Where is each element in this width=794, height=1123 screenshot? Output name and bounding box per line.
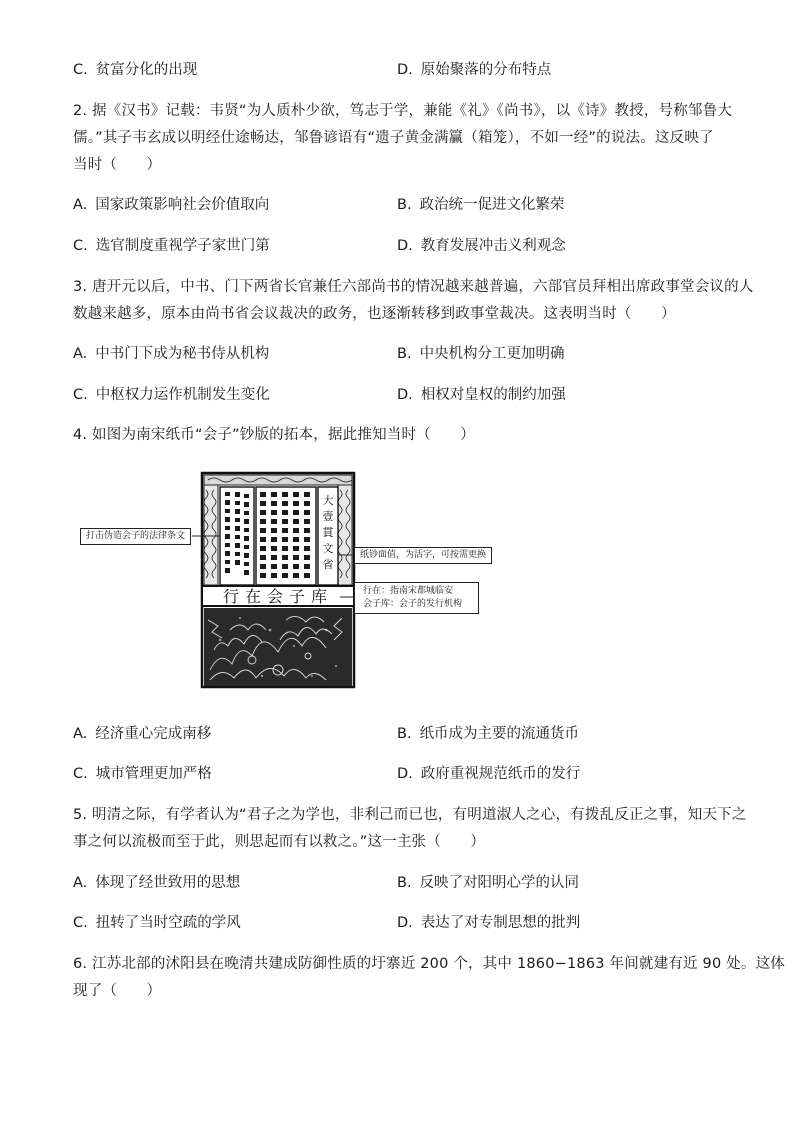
q4-option-b[interactable] xyxy=(397,724,579,744)
callout-issuer xyxy=(354,582,479,614)
option-text: 政府重视规范纸币的发行 xyxy=(420,766,581,782)
denomination-char-3: 貫 xyxy=(322,526,334,539)
q2-option-b[interactable] xyxy=(397,195,565,215)
q5-option-c[interactable] xyxy=(73,913,241,933)
option-letter: D. xyxy=(397,62,413,78)
option-text: 经济重心完成南移 xyxy=(95,726,212,742)
option-text: 反映了对阳明心学的认同 xyxy=(419,875,580,891)
option-text: 原始聚落的分布特点 xyxy=(420,62,552,78)
option-letter: A. xyxy=(73,875,88,891)
option-letter: B. xyxy=(397,875,412,891)
callout-law-label: 打击伪造会子的法律条文 xyxy=(86,531,186,541)
q2-stem-line-3: 当时（ ） xyxy=(73,157,162,173)
q3-option-b[interactable] xyxy=(397,344,565,364)
huizi-rubbing-figure xyxy=(80,470,510,692)
callout-issuer-line-1: 行在：指南宋都城临安 xyxy=(363,586,454,596)
q3-option-a[interactable] xyxy=(73,344,269,364)
option-letter: A. xyxy=(73,346,88,362)
option-text: 国家政策影响社会价值取向 xyxy=(95,197,270,213)
callout-denomination-label: 纸钞面值，为活字，可按需更换 xyxy=(360,550,487,560)
q4-options-row-cd xyxy=(73,764,733,784)
q2-stem-line-2: 儒。”其子韦玄成以明经仕途畅达，邹鲁谚语有“遗子黄金满籯（箱笼），不如一经”的说法。这反映了 xyxy=(73,130,714,146)
q1-option-d[interactable] xyxy=(397,60,551,80)
option-text: 中枢权力运作机制发生变化 xyxy=(95,387,270,403)
denomination-char-2: 壹 xyxy=(322,510,334,523)
option-letter: B. xyxy=(397,726,412,742)
denomination-char-4: 文 xyxy=(322,542,334,555)
q5-stem-line-2: 事之何以流极而至于此，则思起而有以救之。”这一主张（ ） xyxy=(73,834,486,850)
q2-stem-line-1: 2. 据《汉书》记载：韦贤“为人质朴少欲，笃志于学，兼能《礼》《尚书》，以《诗》教授，号称邹鲁大 xyxy=(73,103,733,119)
option-text: 相权对皇权的制约加强 xyxy=(420,387,566,403)
banner-text: 行在会子库 xyxy=(222,587,334,606)
denomination-char-1: 大 xyxy=(322,494,334,507)
option-letter: C. xyxy=(73,62,88,78)
q5-options-row-cd xyxy=(73,913,733,933)
q2-option-c[interactable] xyxy=(73,236,270,256)
q3-stem-line-1: 3. 唐开元以后，中书、门下两省长官兼任六部尚书的情况越来越普遍，六部官员拜相出席政事堂会议的人 xyxy=(73,279,754,295)
option-text: 城市管理更加严格 xyxy=(95,766,212,782)
option-text: 选官制度重视学子家世门第 xyxy=(95,238,270,254)
option-letter: C. xyxy=(73,766,88,782)
callout-issuer-line-2: 会子库：会子的发行机构 xyxy=(363,599,463,609)
q2-options-row-cd xyxy=(73,236,733,256)
q4-stem-line-1: 4. 如图为南宋纸币“会子”钞版的拓本，据此推知当时（ ） xyxy=(73,427,475,443)
q5-option-a[interactable] xyxy=(73,873,240,893)
option-text: 体现了经世致用的思想 xyxy=(95,875,241,891)
option-letter: D. xyxy=(397,915,413,931)
option-text: 中央机构分工更加明确 xyxy=(419,346,565,362)
q4-option-d[interactable] xyxy=(397,764,580,784)
q5-option-b[interactable] xyxy=(397,873,579,893)
q4-options-row-ab xyxy=(73,724,733,744)
q5-option-d[interactable] xyxy=(397,913,580,933)
option-letter: A. xyxy=(73,197,88,213)
option-letter: C. xyxy=(73,387,88,403)
denomination-char-5: 省 xyxy=(322,558,334,571)
q3-option-c[interactable] xyxy=(73,385,270,405)
q4-option-a[interactable] xyxy=(73,724,211,744)
option-letter: C. xyxy=(73,915,88,931)
q3-stem-line-2: 数越来越多，原本由尚书省会议裁决的政务，也逐渐转移到政事堂裁决。这表明当时（ ） xyxy=(73,306,676,322)
option-text: 纸币成为主要的流通货币 xyxy=(419,726,580,742)
q2-option-a[interactable] xyxy=(73,195,269,215)
option-letter: D. xyxy=(397,766,413,782)
option-text: 教育发展冲击义利观念 xyxy=(420,238,566,254)
q2-option-d[interactable] xyxy=(397,236,566,256)
option-letter: D. xyxy=(397,238,413,254)
q1-option-c[interactable] xyxy=(73,60,197,80)
q3-option-d[interactable] xyxy=(397,385,566,405)
option-letter: B. xyxy=(397,346,412,362)
q4-option-c[interactable] xyxy=(73,764,212,784)
option-letter: A. xyxy=(73,726,88,742)
q5-options-row-ab xyxy=(73,873,733,893)
option-text: 扭转了当时空疏的学风 xyxy=(95,915,241,931)
q6-stem-line-1: 6. 江苏北部的沭阳县在晚清共建成防御性质的圩寨近 200 个，其中 1860−1863 年间就建有近 90 处。这体 xyxy=(73,956,785,972)
banknote-rubbing-image xyxy=(80,470,510,692)
option-letter: C. xyxy=(73,238,88,254)
q3-options-row-cd xyxy=(73,385,733,405)
callout-denomination xyxy=(354,547,492,564)
option-letter: D. xyxy=(397,387,413,403)
option-text: 表达了对专制思想的批判 xyxy=(420,915,581,931)
option-text: 贫富分化的出现 xyxy=(95,62,198,78)
q5-stem-line-1: 5. 明清之际，有学者认为“君子之为学也，非利己而已也，有明道淑人之心，有拨乱反正之事，知天下之 xyxy=(73,807,747,823)
callout-law-text xyxy=(80,528,191,545)
q2-options-row-ab xyxy=(73,195,733,215)
q1-options-row-cd xyxy=(73,60,733,80)
q6-stem-line-2: 现了（ ） xyxy=(73,983,162,999)
option-letter: B. xyxy=(397,197,412,213)
option-text: 中书门下成为秘书侍从机构 xyxy=(95,346,270,362)
option-text: 政治统一促进文化繁荣 xyxy=(419,197,565,213)
q3-options-row-ab xyxy=(73,344,733,364)
